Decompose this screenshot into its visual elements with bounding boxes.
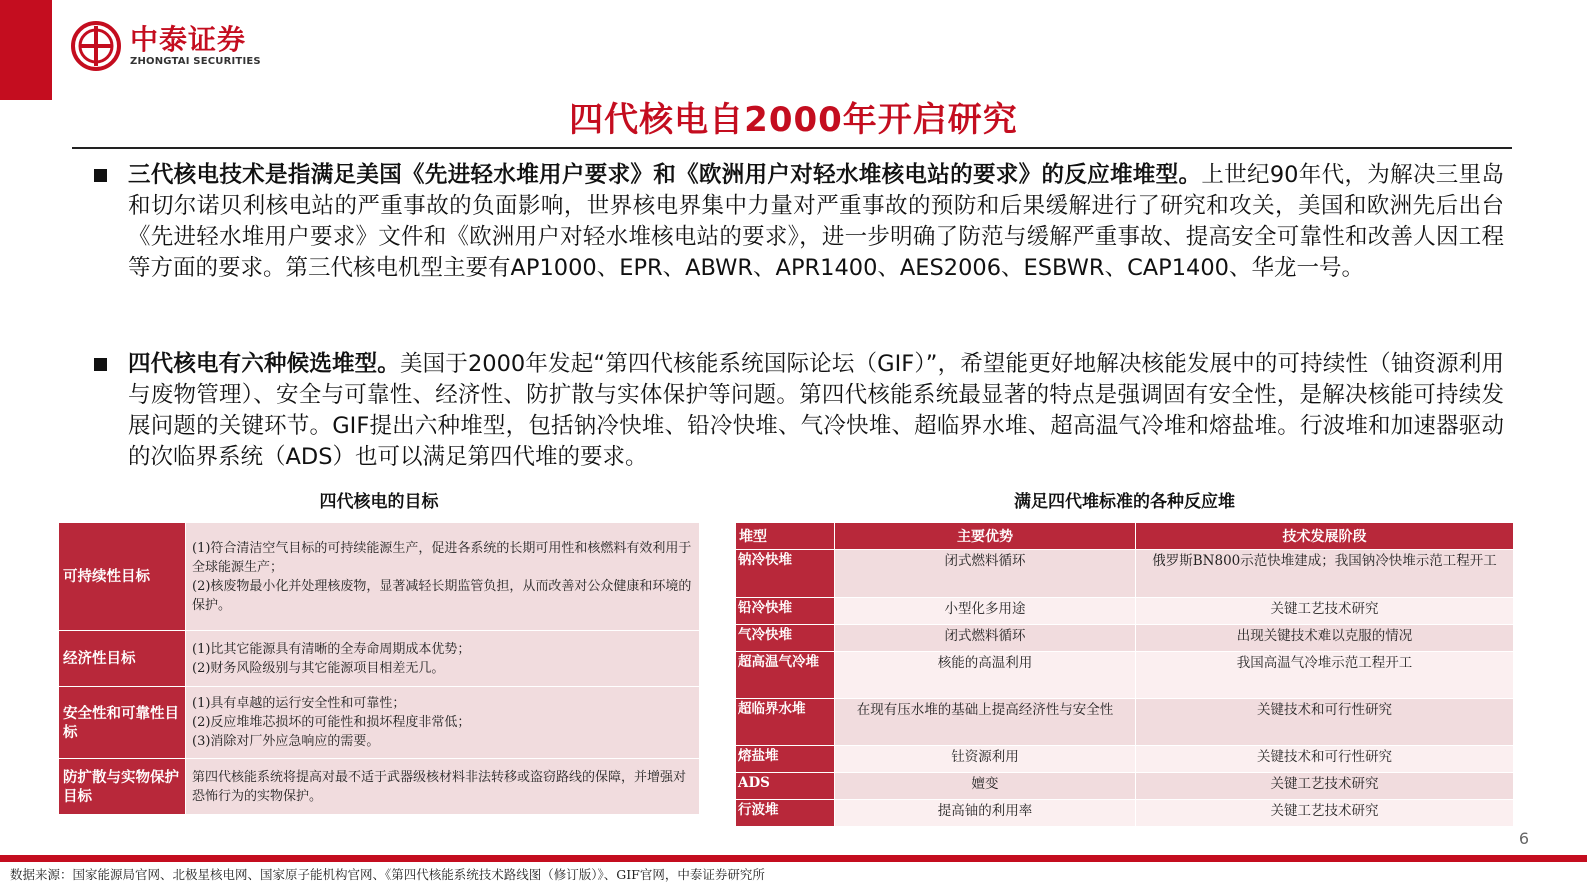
goal-line: (2)核废物最小化并处理核废物，显著减轻长期监管负担，从而改善对公众健康和环境的保护。 — [192, 578, 692, 613]
brand-name-en: ZHONGTAI SECURITIES — [130, 56, 261, 67]
reactor-type: 气冷快堆 — [736, 625, 835, 652]
data-source-note: 数据来源：国家能源局官网、北极星核电网、国家原子能机构官网、《第四代核能系统技术路线图（修订版）》、GIF官网，中泰证券研究所 — [10, 867, 765, 882]
reactor-advantage: 闭式燃料循环 — [835, 625, 1136, 652]
reactor-type: 铅冷快堆 — [736, 598, 835, 625]
slide-title: 四代核电自2000年开启研究 — [569, 100, 1018, 140]
table-row — [736, 550, 1514, 598]
column-header: 技术发展阶段 — [1136, 523, 1514, 550]
table-row — [736, 800, 1514, 827]
brand-name-cn: 中泰证券 — [130, 23, 247, 56]
reactor-type: 超高温气冷堆 — [736, 652, 835, 699]
reactor-table-caption: 满足四代堆标准的各种反应堆 — [1014, 492, 1235, 512]
table-row — [59, 687, 700, 759]
goal-label: 防扩散与实物保护目标 — [59, 759, 186, 815]
reactor-type: ADS — [736, 773, 835, 800]
reactor-stage: 关键技术和可行性研究 — [1136, 699, 1514, 746]
table-row — [736, 652, 1514, 699]
column-header: 堆型 — [736, 523, 835, 550]
table-row — [59, 631, 700, 687]
reactor-advantage: 钍资源利用 — [835, 746, 1136, 773]
table-row — [736, 699, 1514, 746]
bullet-square-icon — [94, 169, 107, 182]
company-logo — [70, 20, 261, 72]
bullet-square-icon — [94, 358, 107, 371]
reactor-advantage: 嬗变 — [835, 773, 1136, 800]
page-number: 6 — [1518, 829, 1529, 848]
bullet-lead: 三代核电技术是指满足美国《先进轻水堆用户要求》和《欧洲用户对轻水堆核电站的要求》的反应堆堆型。 — [128, 162, 1202, 188]
table-row — [59, 523, 700, 631]
table-row — [736, 746, 1514, 773]
zhongtai-logo-icon — [70, 20, 122, 72]
goal-description — [186, 523, 700, 631]
reactor-advantage: 闭式燃料循环 — [835, 550, 1136, 598]
goal-label: 经济性目标 — [59, 631, 186, 687]
reactor-table — [735, 522, 1514, 827]
reactor-stage: 关键技术和可行性研究 — [1136, 746, 1514, 773]
goal-description — [186, 631, 700, 687]
goal-description — [186, 687, 700, 759]
reactor-advantage: 核能的高温利用 — [835, 652, 1136, 699]
reactor-stage: 关键工艺技术研究 — [1136, 800, 1514, 827]
goal-line: (1)具有卓越的运行安全性和可靠性； — [192, 696, 406, 711]
reactor-stage: 俄罗斯BN800示范快堆建成；我国钠冷快堆示范工程开工 — [1136, 550, 1514, 598]
table-row — [59, 759, 700, 815]
reactor-stage: 出现关键技术难以克服的情况 — [1136, 625, 1514, 652]
goals-table — [58, 522, 700, 815]
reactor-advantage: 在现有压水堆的基础上提高经济性与安全性 — [835, 699, 1136, 746]
table-header-row — [736, 523, 1514, 550]
reactor-stage: 关键工艺技术研究 — [1136, 598, 1514, 625]
reactor-type: 钠冷快堆 — [736, 550, 835, 598]
table-row — [736, 625, 1514, 652]
bullet-body: 上世纪90年代，为解决三里岛和切尔诺贝利核电站的严重事故的负面影响，世界核电界集中力量对严重事故的预防和后果缓解进行了研究和攻关，美国和欧洲先后出台《先进轻水堆用户要求》文件和《欧洲用户对轻水堆核电站的要求》，进一步明确了防范与缓解严重事故、提高安全可靠性和改善人因工程等方面的要求。第三代核电机型主要有AP1000、EPR、ABWR、APR1400、AES2006、ESBWR、CAP1400、华龙一号。 — [128, 162, 1504, 281]
reactor-type: 熔盐堆 — [736, 746, 835, 773]
goal-label: 安全性和可靠性目标 — [59, 687, 186, 759]
reactor-advantage: 提高铀的利用率 — [835, 800, 1136, 827]
bullet-third-gen — [94, 160, 1504, 284]
goal-line: (1)比其它能源具有清晰的全寿命周期成本优势； — [192, 641, 471, 657]
bullet-fourth-gen — [94, 349, 1504, 473]
reactor-type: 超临界水堆 — [736, 699, 835, 746]
brand-strip — [0, 0, 52, 100]
reactor-stage: 我国高温气冷堆示范工程开工 — [1136, 652, 1514, 699]
bullet-body: 美国于2000年发起“第四代核能系统国际论坛（GIF）”，希望能更好地解决核能发展中的可持续性（铀资源利用与废物管理）、安全与可靠性、经济性、防扩散与实体保护等问题。第四代核能系统最显著的特点是强调固有安全性，是解决核能可持续发展问题的关键环节。GIF提出六种堆型，包括钠冷快堆、铅冷快堆、气冷快堆、超临界水堆、超高温气冷堆和熔盐堆。行波堆和加速器驱动的次临界系统（ADS）也可以满足第四代堆的要求。 — [128, 351, 1504, 470]
table-row — [736, 598, 1514, 625]
goal-line: (3)消除对厂外应急响应的需要。 — [192, 734, 380, 749]
goal-description — [186, 759, 700, 815]
bullet-lead: 四代核电有六种候选堆型。 — [128, 351, 400, 377]
footer-bar — [0, 855, 1587, 862]
reactor-advantage: 小型化多用途 — [835, 598, 1136, 625]
table-row — [736, 773, 1514, 800]
goal-label: 可持续性目标 — [59, 523, 186, 631]
goal-line: (2)财务风险级别与其它能源项目相差无几。 — [192, 660, 445, 676]
title-divider — [72, 147, 1512, 149]
goal-line: (1)符合清洁空气目标的可持续能源生产，促进各系统的长期可用性和核燃料有效利用于全球能源生产； — [192, 540, 692, 575]
goal-line: (2)反应堆堆芯损坏的可能性和损坏程度非常低； — [192, 715, 471, 730]
goals-table-caption: 四代核电的目标 — [319, 492, 439, 512]
column-header: 主要优势 — [835, 523, 1136, 550]
reactor-type: 行波堆 — [736, 800, 835, 827]
goal-line: 第四代核能系统将提高对最不适于武器级核材料非法转移或盗窃路线的保障，并增强对恐怖行为的实物保护。 — [192, 769, 687, 804]
reactor-stage: 关键工艺技术研究 — [1136, 773, 1514, 800]
